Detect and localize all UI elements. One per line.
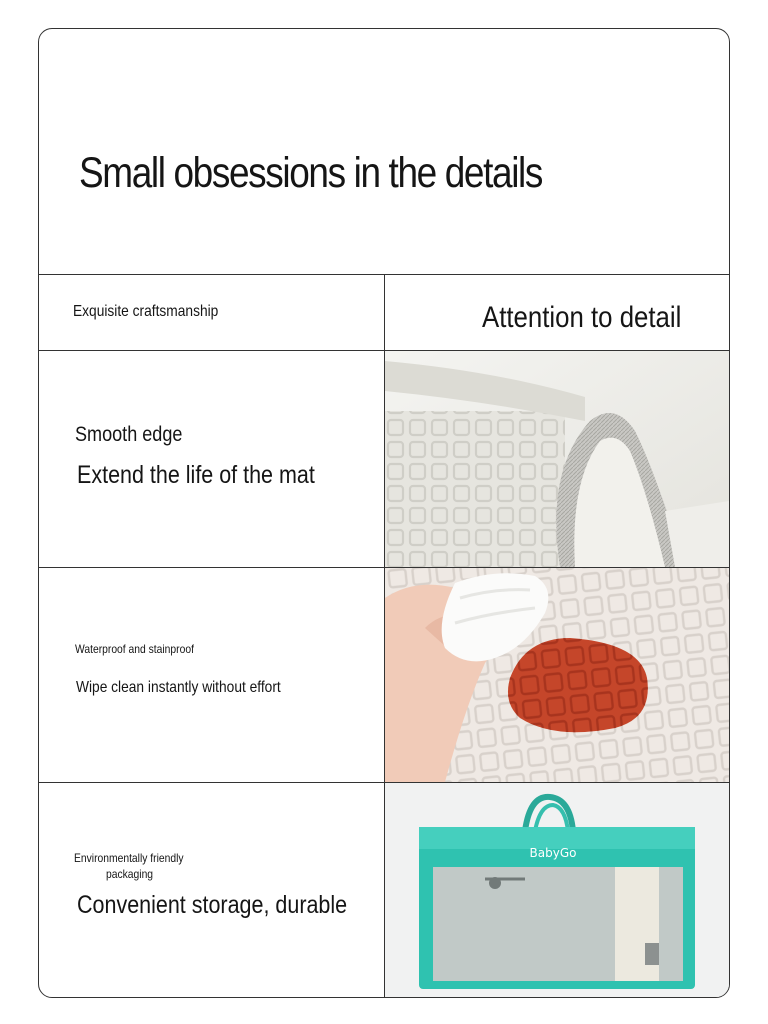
storage-bag-image [385,783,729,998]
waterproof-heading: Waterproof and stainproof [75,642,194,656]
row3-left [39,568,384,782]
wiping-stain-image [385,568,729,782]
folded-mat-edge-image [385,351,729,567]
page-title: Small obsessions in the details [79,149,543,197]
brand-logo: BabyGo [529,846,577,860]
storage-subheading: Convenient storage, durable [77,891,348,919]
attention-label: Attention to detail [482,301,682,334]
row2-left [39,351,384,567]
eco-heading-line1: Environmentally friendly [74,851,184,865]
smooth-edge-heading: Smooth edge [75,423,183,446]
row1-right [385,275,729,350]
craftsmanship-label: Exquisite craftsmanship [73,303,219,320]
row4-left [39,783,384,998]
header-section [39,29,729,274]
eco-heading-line2: packaging [106,867,154,881]
smooth-edge-subheading: Extend the life of the mat [77,461,315,489]
row1-left [39,275,384,350]
detail-card [38,28,730,998]
waterproof-subheading: Wipe clean instantly without effort [76,679,281,696]
